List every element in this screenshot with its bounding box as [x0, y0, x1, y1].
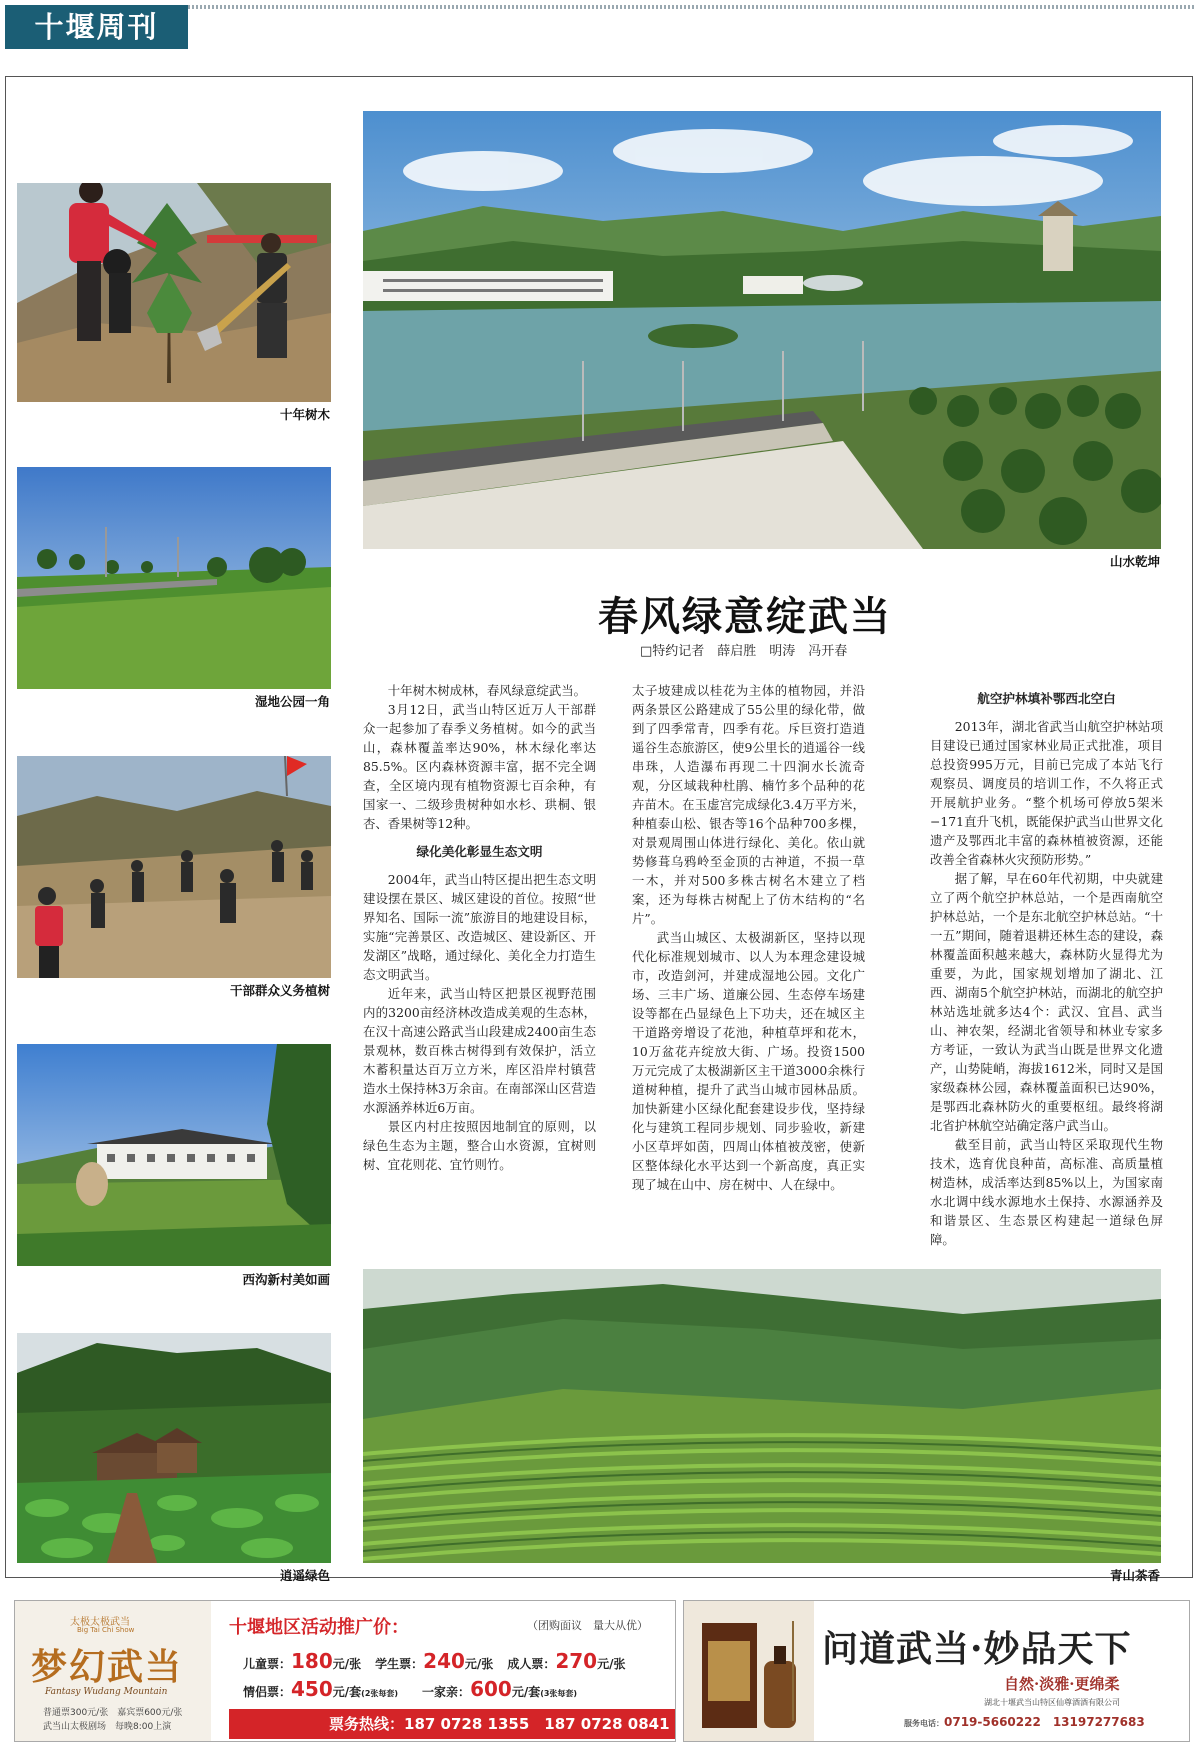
article-paragraph: 2013年，湖北省武当山航空护林站项目建设已通过国家林业局正式批准，项目总投资995万元，目前已完成了本站飞行观察员、调度员的培训工作，不久将正式开展航护业务。“整个机场可停放5架米−171直升飞机，既能保护武当山世界文化遗产及鄂西北丰富的森林植被资源，还能改善全省森林火灾预防形势。”	[930, 719, 1163, 867]
ad-hotline-label: 票务热线：	[329, 1715, 405, 1733]
ad-price-label: 学生票：	[375, 1657, 424, 1671]
ad-price: 180	[291, 1649, 333, 1673]
article-paragraph: 太子坡建成以桂花为主体的植物园，并沿两条景区公路建成了55公里的绿化带，做到了四季常青，四季有花。斥巨资打造逍遥谷生态旅游区，使9公里长的逍遥谷一线串珠，人造瀑布再现二十四涧水长流奇观，分区域栽种杜鹃、楠竹多个品种的花卉苗木。在玉虚宫完成绿化3.4万平方米，种植泰山松、银杏等16个品种700多棵，对景观周围山体进行绿化、美化。依山就势修葺乌鸦岭至金顶的古神道，不损一草一木，并对500多株古树名木建立了档案，还为每株古树配上了仿木结构的“名片”。	[632, 683, 865, 926]
ad-logo-en: Fantasy Wudang Mountain	[45, 1687, 168, 1697]
article-paragraph: 2004年，武当山特区提出把生态文明建设摆在景区、城区建设的首位。按照“世界知名、国际一流”旅游目的地建设目标，实施“完善景区、改造城区、建设新区、开发湖区”战略，通过绿化、美化全力打造生态文明武当。	[363, 872, 596, 982]
caption-tree-planting: 十年树木	[279, 407, 330, 422]
ad-price-unit: 元/套	[332, 1685, 362, 1699]
article-paragraph: 据了解，早在60年代初期，中央就建立了两个航空护林总站，一个是西南航空护林总站，一个是东北航空护林总站。“十一五”期间，随着退耕还林生态的建设，森林覆盖面积越来越大，森林防火显得尤为重要，为此，国家规划增加了湖北、江西、湖南5个航空护林站，而湖北的航空护林站选址就多达4个：武汉、宜昌、武当山、神农架，经湖北省领导和林业专家多方考证，一致认为武当山既是世界文化遗产，山势陡峭，海拔1612米，同时又是国家级森林公园，森林覆盖面积已达90%，是鄂西北森林防火的重要枢纽。最终将湖北省护林航空站确定落户武当山。	[930, 871, 1163, 1133]
ad-fantasy-wudang[interactable]	[14, 1600, 676, 1742]
ad-price-unit: 元/张	[597, 1657, 626, 1671]
section-heading: 航空护林填补鄂西北空白	[977, 691, 1116, 706]
photo-lotus-pond	[17, 1333, 331, 1563]
article-title: 春风绿意绽武当	[598, 593, 892, 640]
ad-hotline-bar	[229, 1709, 675, 1739]
ad-wudang-liquor[interactable]	[683, 1600, 1190, 1742]
ad-logo-small: 太极太极武当	[70, 1617, 130, 1628]
caption-new-village: 西沟新村美如画	[242, 1272, 330, 1287]
caption-volunteer-planting: 干部群众义务植树	[229, 983, 330, 998]
ad-ticket-info: 普通票300元/张 嘉宾票600元/张	[43, 1708, 183, 1718]
article-paragraph: 武当山城区、太极湖新区，坚持以现代化标准规划城市、以人为本理念建设城市，改造剑河，并建成湿地公园。文化广场、三丰广场、道廉公园、生态停车场建设等都在凸显绿色上下功夫，还在城区主干道路旁增设了花池，种植草坪和花木，10万盆花卉绽放大街、广场。投资1500万元完成了太极湖新区主干道3000余株行道树种植，提升了武当山城市园林品质。加快新建小区绿化配套建设步伐，坚持绿化与建筑工程同步规划、同步验收，新建小区草坪如茵，四周山体植被茂密，使新区整体绿化水平达到一个新高度，真正实现了城在山中、房在树中、人在绿中。	[632, 930, 865, 1192]
photo-lake-landscape	[363, 111, 1161, 549]
ad-price: 450	[291, 1677, 333, 1701]
ad-tagline: 自然·淡雅·更绵柔	[1004, 1675, 1120, 1693]
article-column-1	[363, 681, 596, 1174]
photo-tree-planting	[17, 183, 331, 402]
article-paragraph: 景区内村庄按照因地制宜的原则，以绿色生态为主题，整合山水资源，宜树则树、宜花则花、宜竹则竹。	[363, 1119, 596, 1172]
ad-price-unit: 元/张	[464, 1657, 494, 1671]
photo-wetland-park	[17, 467, 331, 689]
ad-logo: 梦幻武当	[31, 1646, 184, 1688]
caption-lotus-pond: 逍遥绿色	[279, 1568, 330, 1583]
photo-new-village	[17, 1044, 331, 1266]
ad-logo-panel	[15, 1601, 211, 1741]
ad-slogan: 问道武当·妙品天下	[822, 1628, 1132, 1670]
ad-price-unit: 元/套	[511, 1685, 541, 1699]
masthead: 十堰周刊	[5, 5, 188, 49]
ad-bottle-image	[684, 1601, 814, 1741]
ad-price-row-2	[243, 1677, 673, 1701]
ad-headline: 十堰地区活动推广价：	[229, 1617, 409, 1638]
caption-lake-landscape: 山水乾坤	[1109, 554, 1160, 569]
ad-price-label: 成人票：	[507, 1657, 556, 1671]
ad-price-label: 一家亲：	[422, 1685, 471, 1699]
ad-price: 240	[423, 1649, 465, 1673]
ad-price-row-1	[243, 1649, 673, 1673]
ad-logo-en-small: Big Tai Chi Show	[77, 1626, 135, 1634]
article-paragraph: 3月12日，武当山特区近万人干部群众一起参加了春季义务植树。如今的武当山，森林覆盖率达90%，林木绿化率达85.5%。区内森林资源丰富，据不完全调查，全区境内现有植物资源七百余种，有国家一、二级珍贵树种如水杉、珙桐、银杏、香果树等12种。	[363, 702, 596, 831]
ad-phone-label: 服务电话：	[904, 1719, 944, 1728]
ad-phone: 0719-5660222 13197277683	[944, 1715, 1145, 1729]
article-column-2	[632, 681, 865, 1194]
article-paragraph: 十年树木树成林，春风绿意绽武当。	[387, 683, 587, 698]
section-heading: 绿化美化彰显生态文明	[416, 844, 543, 859]
ad-hotline: 187 0728 1355 187 0728 0841	[404, 1715, 670, 1733]
photo-tea-terraces	[363, 1269, 1161, 1563]
ad-price-label: 儿童票：	[243, 1657, 292, 1671]
article-column-3	[930, 681, 1163, 1249]
ad-show-info: 武当山太极剧场 每晚8:00上演	[43, 1722, 172, 1732]
masthead-rule	[188, 5, 1195, 9]
article-paragraph: 近年来，武当山特区把景区视野范围内的3200亩经济林改造成美观的生态林，在汉十高速公路武当山段建成2400亩生态景观林，数百株古树得到有效保护，活立木蓄积量达百万立方米，库区沿岸村镇营造水土保持林3万余亩。在南部深山区营造水源涵养林近6万亩。	[363, 986, 596, 1115]
photo-volunteer-planting	[17, 756, 331, 978]
ad-price-note: (3张每套)	[540, 1689, 578, 1698]
ad-price-label: 情侣票：	[243, 1685, 292, 1699]
article-byline: □特约记者 薛启胜 明涛 冯开春	[640, 644, 848, 659]
caption-tea-terraces: 青山茶香	[1109, 1568, 1160, 1583]
ad-price-unit: 元/张	[332, 1657, 362, 1671]
ad-phone-line	[904, 1713, 1145, 1730]
ad-company: 湖北十堰武当山特区仙尊酒酒有限公司	[984, 1698, 1120, 1707]
ad-price-note: (2张每套)	[361, 1689, 399, 1698]
ad-price: 600	[470, 1677, 512, 1701]
ad-note: （团购面议 量大从优）	[527, 1619, 648, 1632]
article-paragraph: 截至目前，武当山特区采取现代生物技术，选育优良种苗，高标准、高质量植树造林，成活率达到85%以上，为国家南水北调中线水源地水土保持、水源涵养及和谐景区、生态景区构建起一道绿色屏障。	[930, 1137, 1163, 1247]
caption-wetland-park: 湿地公园一角	[254, 694, 330, 709]
ad-price: 270	[555, 1649, 598, 1673]
